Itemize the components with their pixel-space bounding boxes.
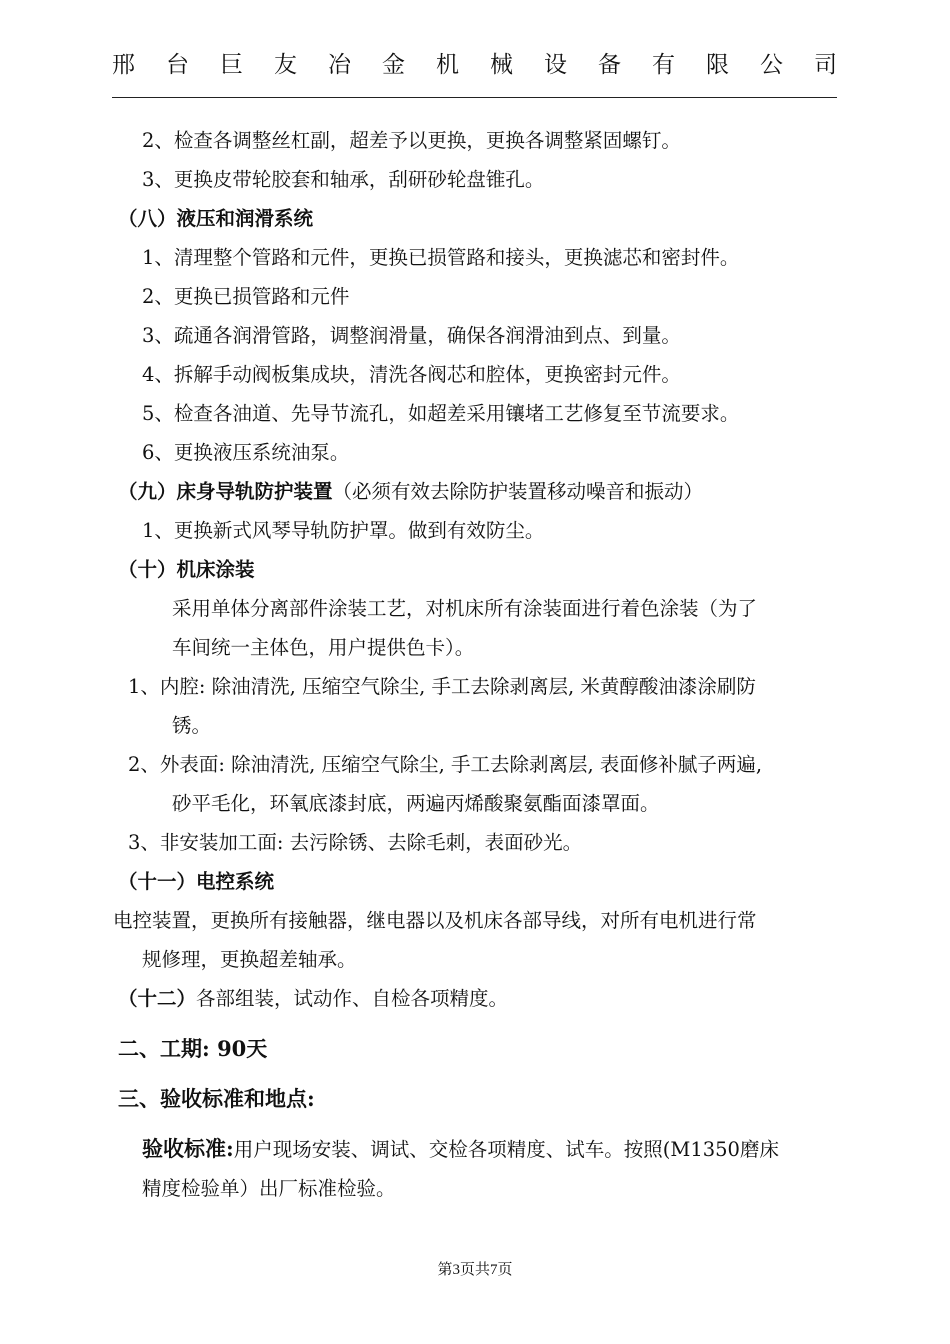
company-char: 备 xyxy=(598,51,621,78)
acceptance-label: 验收标准: xyxy=(142,1136,234,1161)
section-heading: （十二） xyxy=(118,987,197,1010)
list-item: 3、疏通各润滑管路，调整润滑量，确保各润滑油到点、到量。 xyxy=(142,324,681,347)
section-heading: （九）床身导轨防护装置 xyxy=(118,480,333,503)
list-item: 5、检查各油道、先导节流孔，如超差采用镶堵工艺修复至节流要求。 xyxy=(142,402,740,425)
list-item: 2、更换已损管路和元件 xyxy=(142,285,350,308)
chapter-heading-schedule: 二、工期: 90天 xyxy=(118,1036,268,1061)
company-char: 邢 xyxy=(112,51,135,78)
company-char: 机 xyxy=(436,51,459,78)
company-char: 冶 xyxy=(328,51,351,78)
section-heading-line xyxy=(118,986,508,1012)
list-item: 4、拆解手动阀板集成块，清洗各阀芯和腔体，更换密封元件。 xyxy=(142,363,681,386)
section-heading-line xyxy=(118,479,703,505)
company-char: 司 xyxy=(814,51,837,78)
paragraph-line: 锈。 xyxy=(172,714,212,737)
section-text: 各部组装，试动作、自检各项精度。 xyxy=(196,987,509,1010)
company-char: 公 xyxy=(760,51,783,78)
section-heading: （十一）电控系统 xyxy=(118,870,275,893)
list-item: 3、非安装加工面: 去污除锈、去除毛刺，表面砂光。 xyxy=(128,831,583,854)
company-char: 设 xyxy=(544,51,567,78)
paragraph-line: 电控装置，更换所有接触器，继电器以及机床各部导线，对所有电机进行常 xyxy=(113,909,757,932)
company-char: 友 xyxy=(274,51,297,78)
company-header xyxy=(112,46,837,78)
paragraph-line: 采用单体分离部件涂装工艺，对机床所有涂装面进行着色涂装（为了 xyxy=(172,597,758,620)
section-heading: （十）机床涂装 xyxy=(118,558,255,581)
page-number: 第3页共7页 xyxy=(437,1262,513,1278)
list-item: 1、内腔: 除油清洗, 压缩空气除尘, 手工去除剥离层, 米黄醇酸油漆涂刷防 xyxy=(128,675,756,698)
header-rule xyxy=(112,97,837,98)
paragraph-line: 砂平毛化，环氧底漆封底，两遍丙烯酸聚氨酯面漆罩面。 xyxy=(172,792,660,815)
section-heading: （八）液压和润滑系统 xyxy=(118,207,314,230)
company-char: 巨 xyxy=(220,51,243,78)
company-char: 限 xyxy=(706,51,729,78)
chapter-heading-acceptance: 三、验收标准和地点: xyxy=(118,1086,315,1111)
list-item: 2、外表面: 除油清洗, 压缩空气除尘, 手工去除剥离层, 表面修补腻子两遍, xyxy=(128,753,763,776)
list-item: 3、更换皮带轮胶套和轴承，刮研砂轮盘锥孔。 xyxy=(142,168,545,191)
company-char: 有 xyxy=(652,51,675,78)
list-item: 2、检查各调整丝杠副，超差予以更换，更换各调整紧固螺钉。 xyxy=(142,129,681,152)
list-item: 1、清理整个管路和元件，更换已损管路和接头，更换滤芯和密封件。 xyxy=(142,246,740,269)
acceptance-line xyxy=(142,1136,779,1163)
acceptance-line-2: 精度检验单）出厂标准检验。 xyxy=(142,1177,396,1200)
list-item: 6、更换液压系统油泵。 xyxy=(142,441,350,464)
section-note: （必须有效去除防护装置移动噪音和振动） xyxy=(332,480,704,503)
acceptance-text: 用户现场安装、调试、交检各项精度、试车。按照(M1350磨床 xyxy=(233,1138,779,1161)
company-char: 金 xyxy=(382,51,405,78)
list-item: 1、更换新式风琴导轨防护罩。做到有效防尘。 xyxy=(142,519,545,542)
paragraph-line: 规修理，更换超差轴承。 xyxy=(142,948,357,971)
paragraph-line: 车间统一主体色，用户提供色卡）。 xyxy=(172,636,475,659)
company-char: 械 xyxy=(490,51,513,78)
company-char: 台 xyxy=(166,51,189,78)
